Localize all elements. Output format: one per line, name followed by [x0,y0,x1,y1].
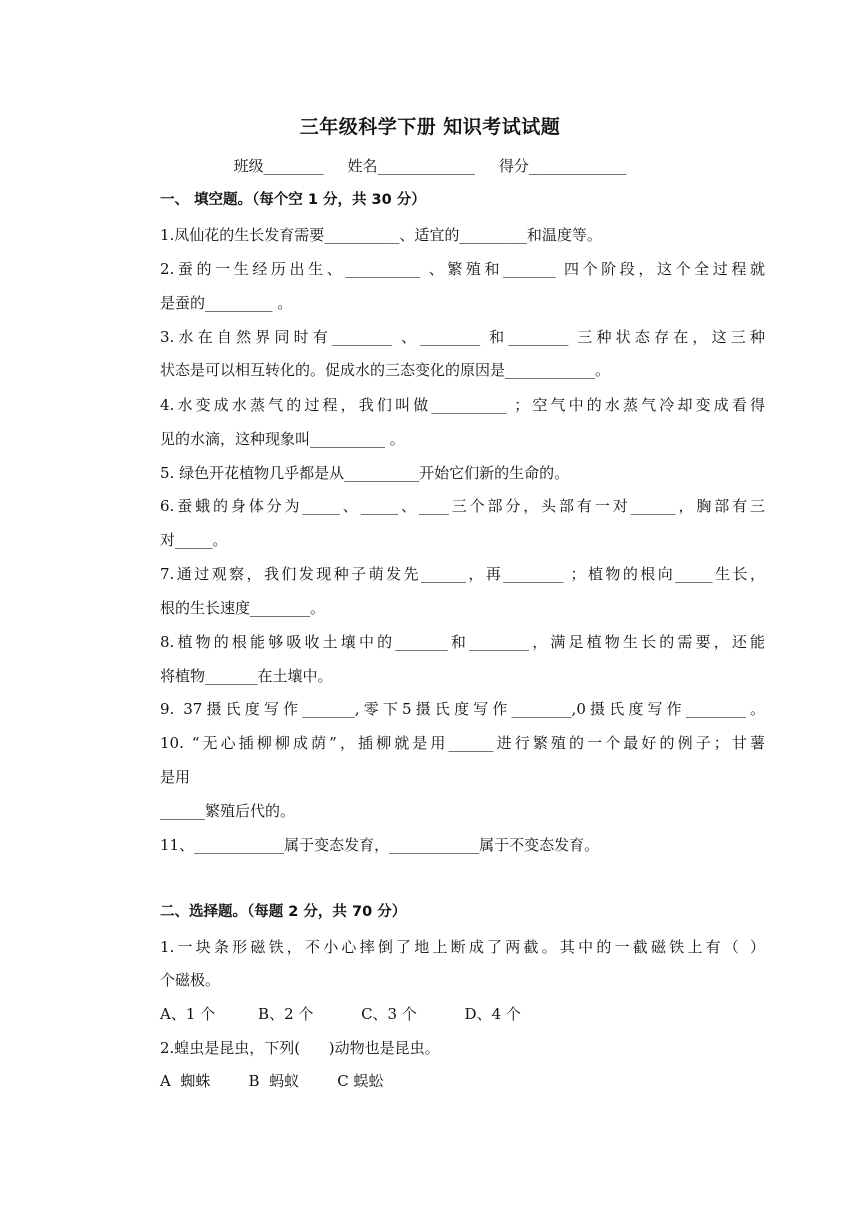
section2-heading: 二、选择题。（每题 2 分，共 70 分） [160,904,407,920]
s2-options-2: A 蜘蛛 B 蚂蚁 C 蜈蚣 [160,1072,384,1090]
s1-line-3: 是蚕的_________ 。 [160,294,293,312]
s1-line-14: 将植物_______在土壤中。 [160,667,333,685]
s1-line-6: 4.水变成水蒸气的过程，我们叫做__________ ；空气中的水蒸气冷却变成看得 [160,396,765,414]
s1-line-15: 9. 37摄氏度写作_______,零下5摄氏度写作________,0摄氏度写作________。 [160,700,765,718]
s1-line-2: 2.蚕的一生经历出生、__________ 、繁殖和_______ 四个阶段，这个全过程就 [160,260,765,278]
student-info-line: 班级________ 姓名_____________ 得分_____________ [233,157,627,175]
s2-line-2: 个磁极。 [160,971,221,989]
s1-line-12: 根的生长速度________。 [160,599,326,617]
section1-heading: 一、 填空题。（每个空 1 分，共 30 分） [160,192,426,208]
s1-line-17: 是用 [160,768,191,786]
s1-line-13: 8.植物的根能够吸收土壤中的_______和________，满足植物生长的需要，还能 [160,633,765,651]
s1-line-18: ______繁殖后代的。 [160,802,296,820]
s1-line-9: 6.蚕蛾的身体分为_____、_____、____三个部分，头部有一对______，胸部有三 [160,497,765,515]
s2-options-1: A、1 个 B、2 个 C、3 个 D、4 个 [160,1005,521,1023]
s2-line-1: 1.一块条形磁铁，不小心摔倒了地上断成了两截。其中的一截磁铁上有（ ） [160,938,765,956]
s1-line-7: 见的水滴，这种现象叫__________ 。 [160,430,405,448]
s1-line-19: 11、____________属于变态发育，____________属于不变态发育。 [160,836,600,854]
s1-line-11: 7.通过观察，我们发现种子萌发先______，再________ ；植物的根向_____生长， [160,565,765,583]
exam-title: 三年级科学下册 知识考试试题 [299,116,561,138]
s2-line-4: 2.蝗虫是昆虫，下列( )动物也是昆虫。 [160,1039,440,1057]
s1-line-16: 10. “无心插柳柳成荫”，插柳就是用______进行繁殖的一个最好的例子；甘薯 [160,734,765,752]
s1-line-1: 1.凤仙花的生长发育需要__________、适宜的_________和温度等。 [160,226,602,244]
s1-line-8: 5. 绿色开花植物几乎都是从__________开始它们新的生命的。 [160,464,570,482]
s1-line-10: 对_____。 [160,531,228,549]
s1-line-5: 状态是可以相互转化的。促成水的三态变化的原因是____________。 [160,361,611,379]
s1-line-4: 3.水在自然界同时有________ 、________ 和________ 三种状态存在，这三种 [160,328,765,346]
